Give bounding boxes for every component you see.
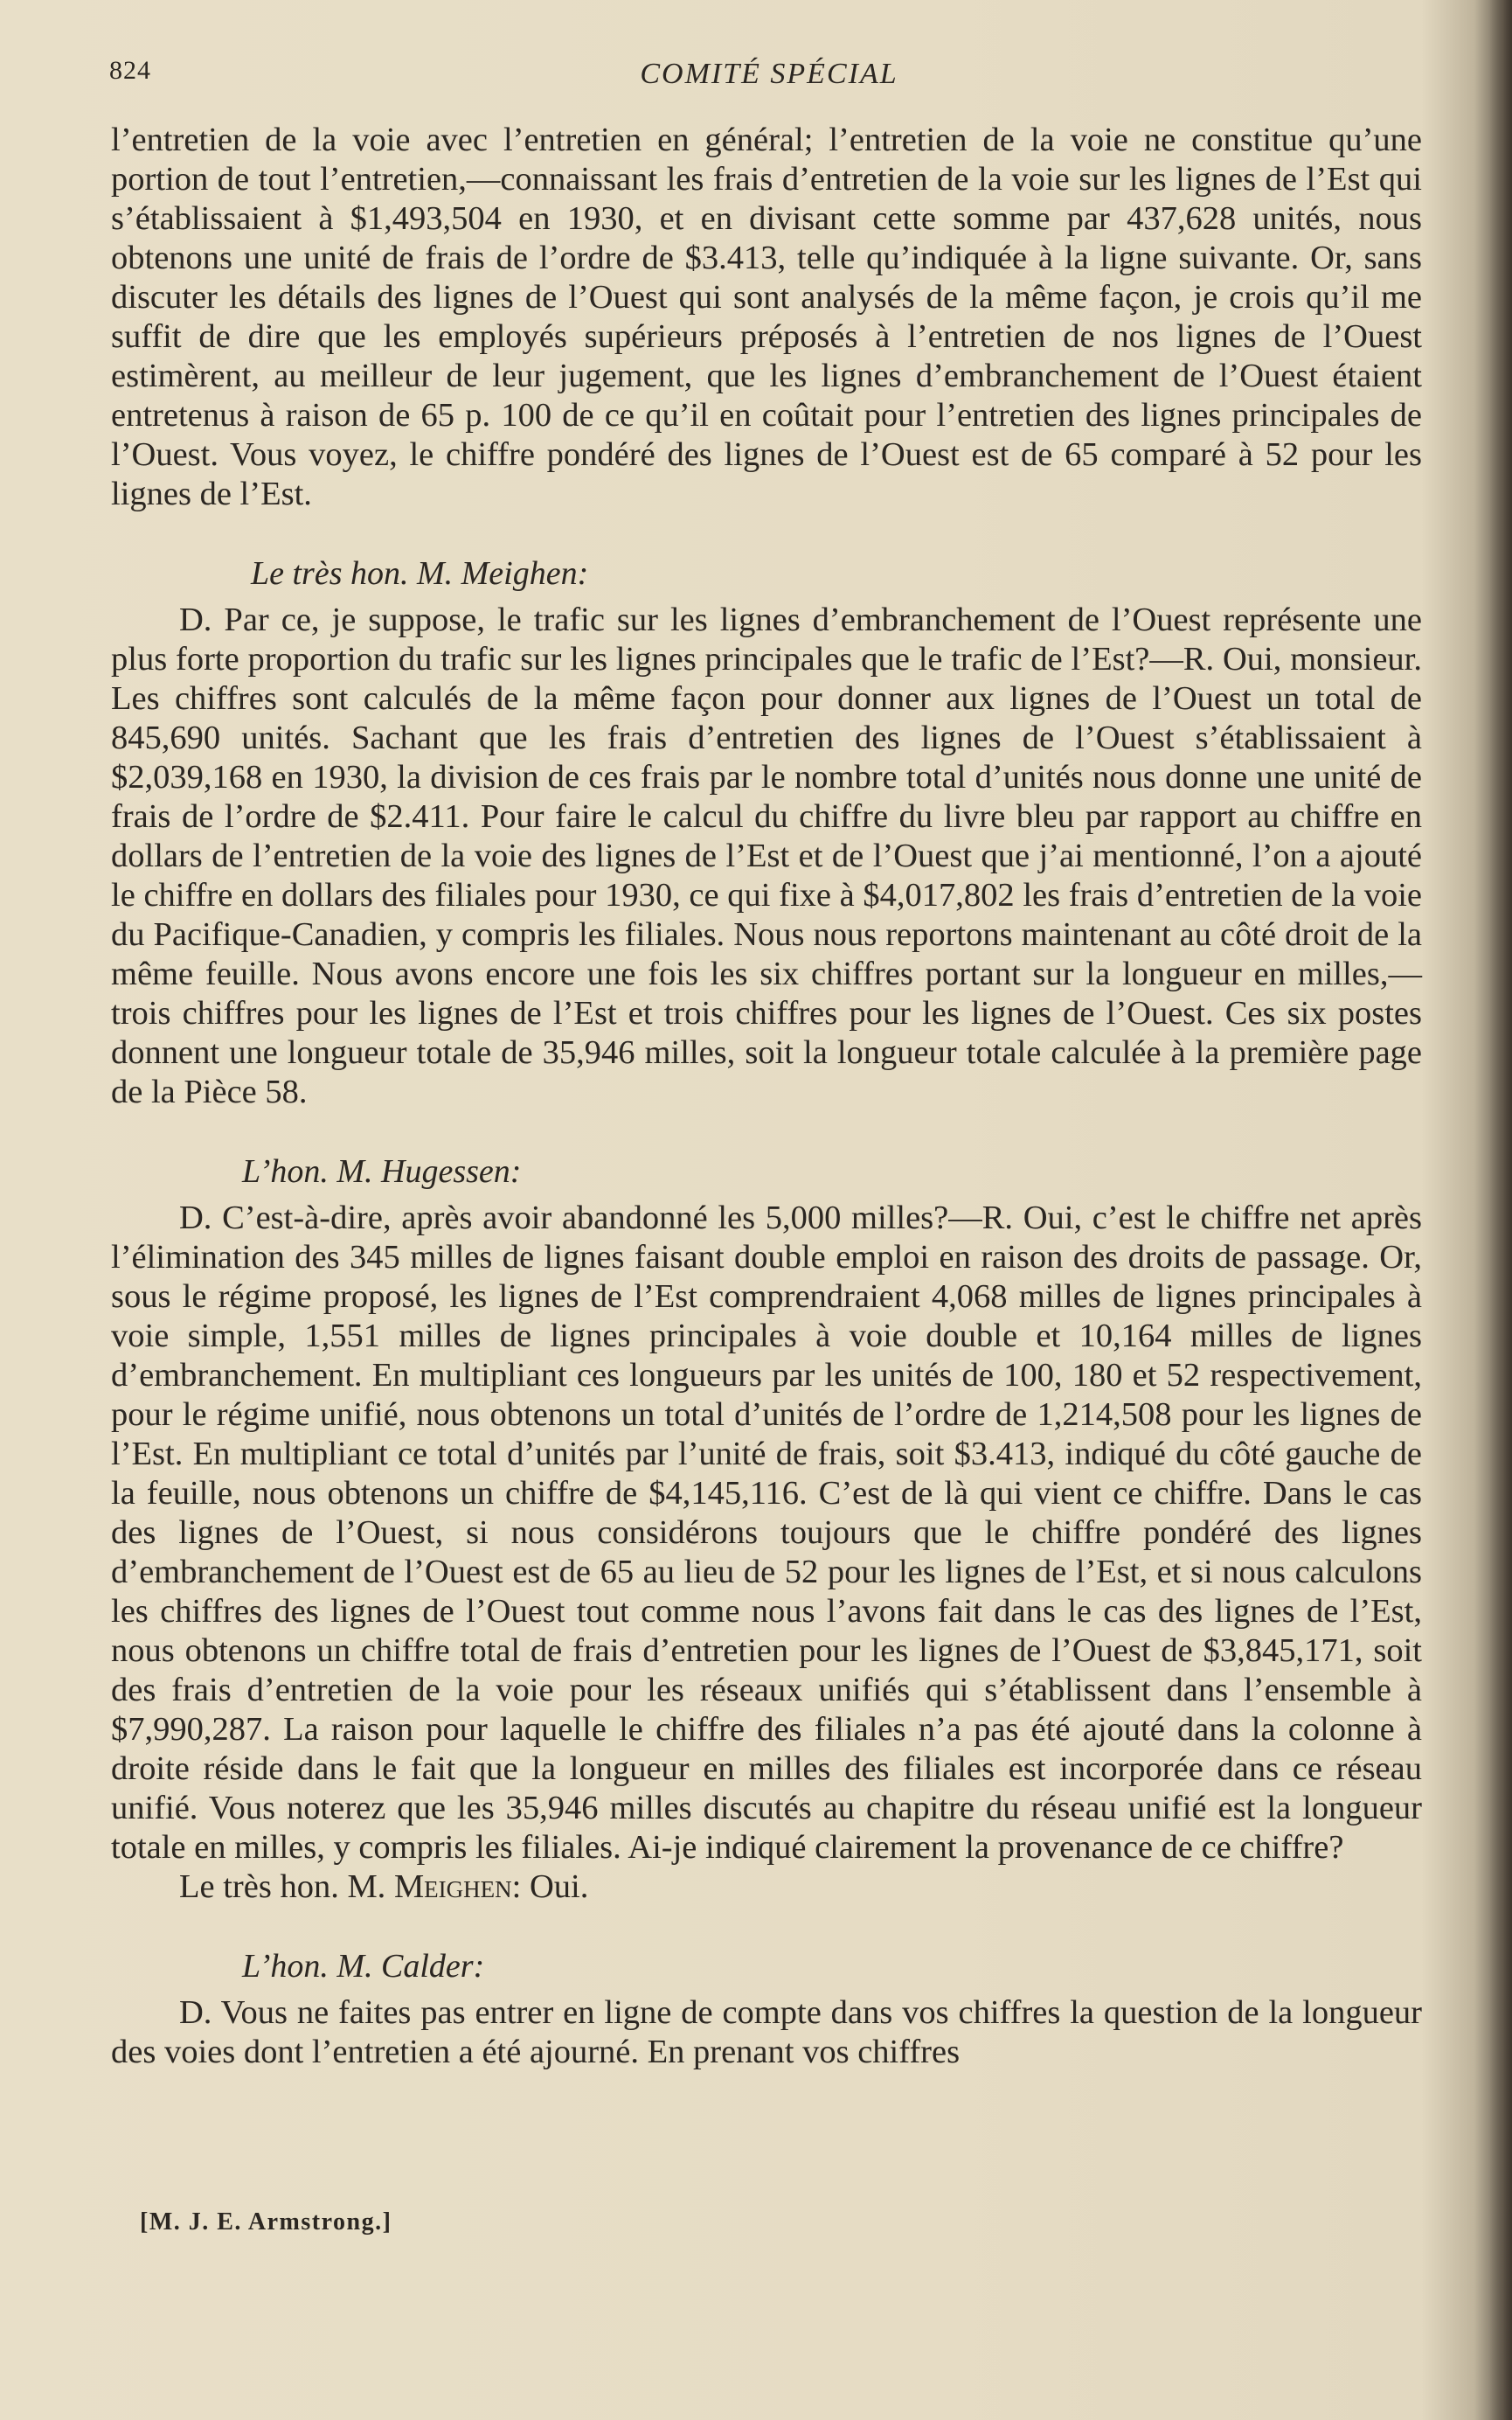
reply-prefix: Le très hon. M.	[179, 1868, 386, 1905]
paragraph-meighen-question: D. Par ce, je suppose, le trafic sur les lignes d’embranchement de l’Ouest représente une plus forte proportion du trafic sur les lignes principales que le trafic de l’Est?—R. Oui, monsieur. Les chiffres sont calculés de la même façon pour donner aux lignes de l’Ouest un total de 845,690 unités. Sachant que les frais d’entretien des lignes de l’Ouest s’établissaient à $2,039,168 en 1930, la division de ces frais par le nombre total d’unités nous donne une unité de frais de l’ordre de $2.411. Pour faire le calcul du chiffre du livre bleu par rapport au chiffre en dollars de l’entretien de la voie des lignes de l’Est et de l’Ouest que j’ai mentionné, l’on a ajouté le chiffre en dollars des filiales pour 1930, ce qui fixe à $4,017,802 les frais d’entretien de la voie du Pacifique-Canadien, y compris les filiales. Nous nous reportons maintenant au côté droit de la même feuille. Nous avons encore une fois les six chiffres portant sur la longueur en milles,—trois chiffres pour les lignes de l’Est et trois chiffres pour les lignes de l’Ouest. Ces six postes donnent une longueur totale de 35,946 milles, soit la longueur totale calculée à la première page de la Pièce 58.	[111, 602, 1422, 1110]
running-title: COMITÉ SPÉCIAL	[640, 58, 898, 90]
speaker-heading-hugessen: L’hon. M. Hugessen:	[242, 1153, 522, 1190]
paragraph-calder-question: D. Vous ne faites pas entrer en ligne de compte dans vos chiffres la question de la longueur des voies dont l’entretien a été ajourné. En prenant vos chiffres	[111, 1994, 1422, 2070]
body-text	[111, 121, 1422, 2072]
page-header	[109, 56, 1429, 98]
page-number: 824	[109, 56, 151, 85]
reply-text: : Oui.	[511, 1868, 589, 1905]
book-spine-shadow	[1489, 0, 1512, 2420]
speaker-heading-meighen: Le très hon. M. Meighen:	[251, 555, 589, 592]
paragraph-continuation: l’entretien de la voie avec l’entretien en général; l’entretien de la voie ne constitue qu’une portion de tout l’entretien,—connaissant les frais d’entretien de la voie sur les lignes de l’Est qui s’établissaient à $1,493,504 en 1930, et en divisant cette somme par 437,628 unités, nous obtenons une unité de frais de l’ordre de $3.413, telle qu’indiquée à la ligne suivante. Or, sans discuter les détails des lignes de l’Ouest qui sont analysés de la même façon, je crois qu’il me suffit de dire que les employés supérieurs préposés à l’entretien de nos lignes de l’Ouest estimèrent, au meilleur de leur jugement, que les lignes d’embranchement de l’Ouest étaient entretenus à raison de 65 p. 100 de ce qu’il en coûtait pour l’entretien des lignes principales de l’Ouest. Vous voyez, le chiffre pondéré des lignes de l’Ouest est de 65 comparé à 52 pour les lignes de l’Est.	[111, 122, 1422, 512]
paragraph-meighen-reply	[111, 1867, 1422, 1907]
speaker-heading-calder: L’hon. M. Calder:	[242, 1948, 485, 1985]
paragraph-hugessen-question: D. C’est-à-dire, après avoir abandonné les 5,000 milles?—R. Oui, c’est le chiffre net après l’élimination des 345 milles de lignes faisant double emploi en raison des droits de passage. Or, sous le régime proposé, les lignes de l’Est comprendraient 4,068 milles de lignes principales à voie simple, 1,551 milles de lignes principales à voie double et 10,164 milles de lignes d’embranchement. En multipliant ces longueurs par les unités de 100, 180 et 52 respectivement, pour le régime unifié, nous obtenons un total d’unités de l’ordre de 1,214,508 pour les lignes de l’Est. En multipliant ce total d’unités par l’unité de frais, soit $3.413, indiqué du côté gauche de la feuille, nous obtenons un chiffre de $4,145,116. C’est de là qui vient ce chiffre. Dans le cas des lignes de l’Ouest, si nous considérons toujours que le chiffre pondéré des lignes d’embranchement de l’Ouest est de 65 au lieu de 52 pour les lignes de l’Est, et si nous calculons les chiffres des lignes de l’Ouest tout comme nous l’avons fait dans le cas des lignes de l’Est, nous obtenons un chiffre total de frais d’entretien pour les lignes de l’Ouest de $3,845,171, soit des frais d’entretien de la voie pour les réseaux unifiés qui s’établissent dans l’ensemble à $7,990,287. La raison pour laquelle le chiffre des filiales n’a pas été ajouté dans la colonne à droite réside dans le fait que la longueur en milles des filiales est incorporée dans ce réseau unifié. Vous noterez que les 35,946 milles discutés au chapitre du réseau unifié est la longueur totale en milles, y compris les filiales. Ai-je indiqué clairement la provenance de ce chiffre?	[111, 1200, 1422, 1866]
reply-speaker-name: Meighen	[393, 1868, 512, 1905]
witness-reference: [M. J. E. Armstrong.]	[140, 2208, 392, 2236]
